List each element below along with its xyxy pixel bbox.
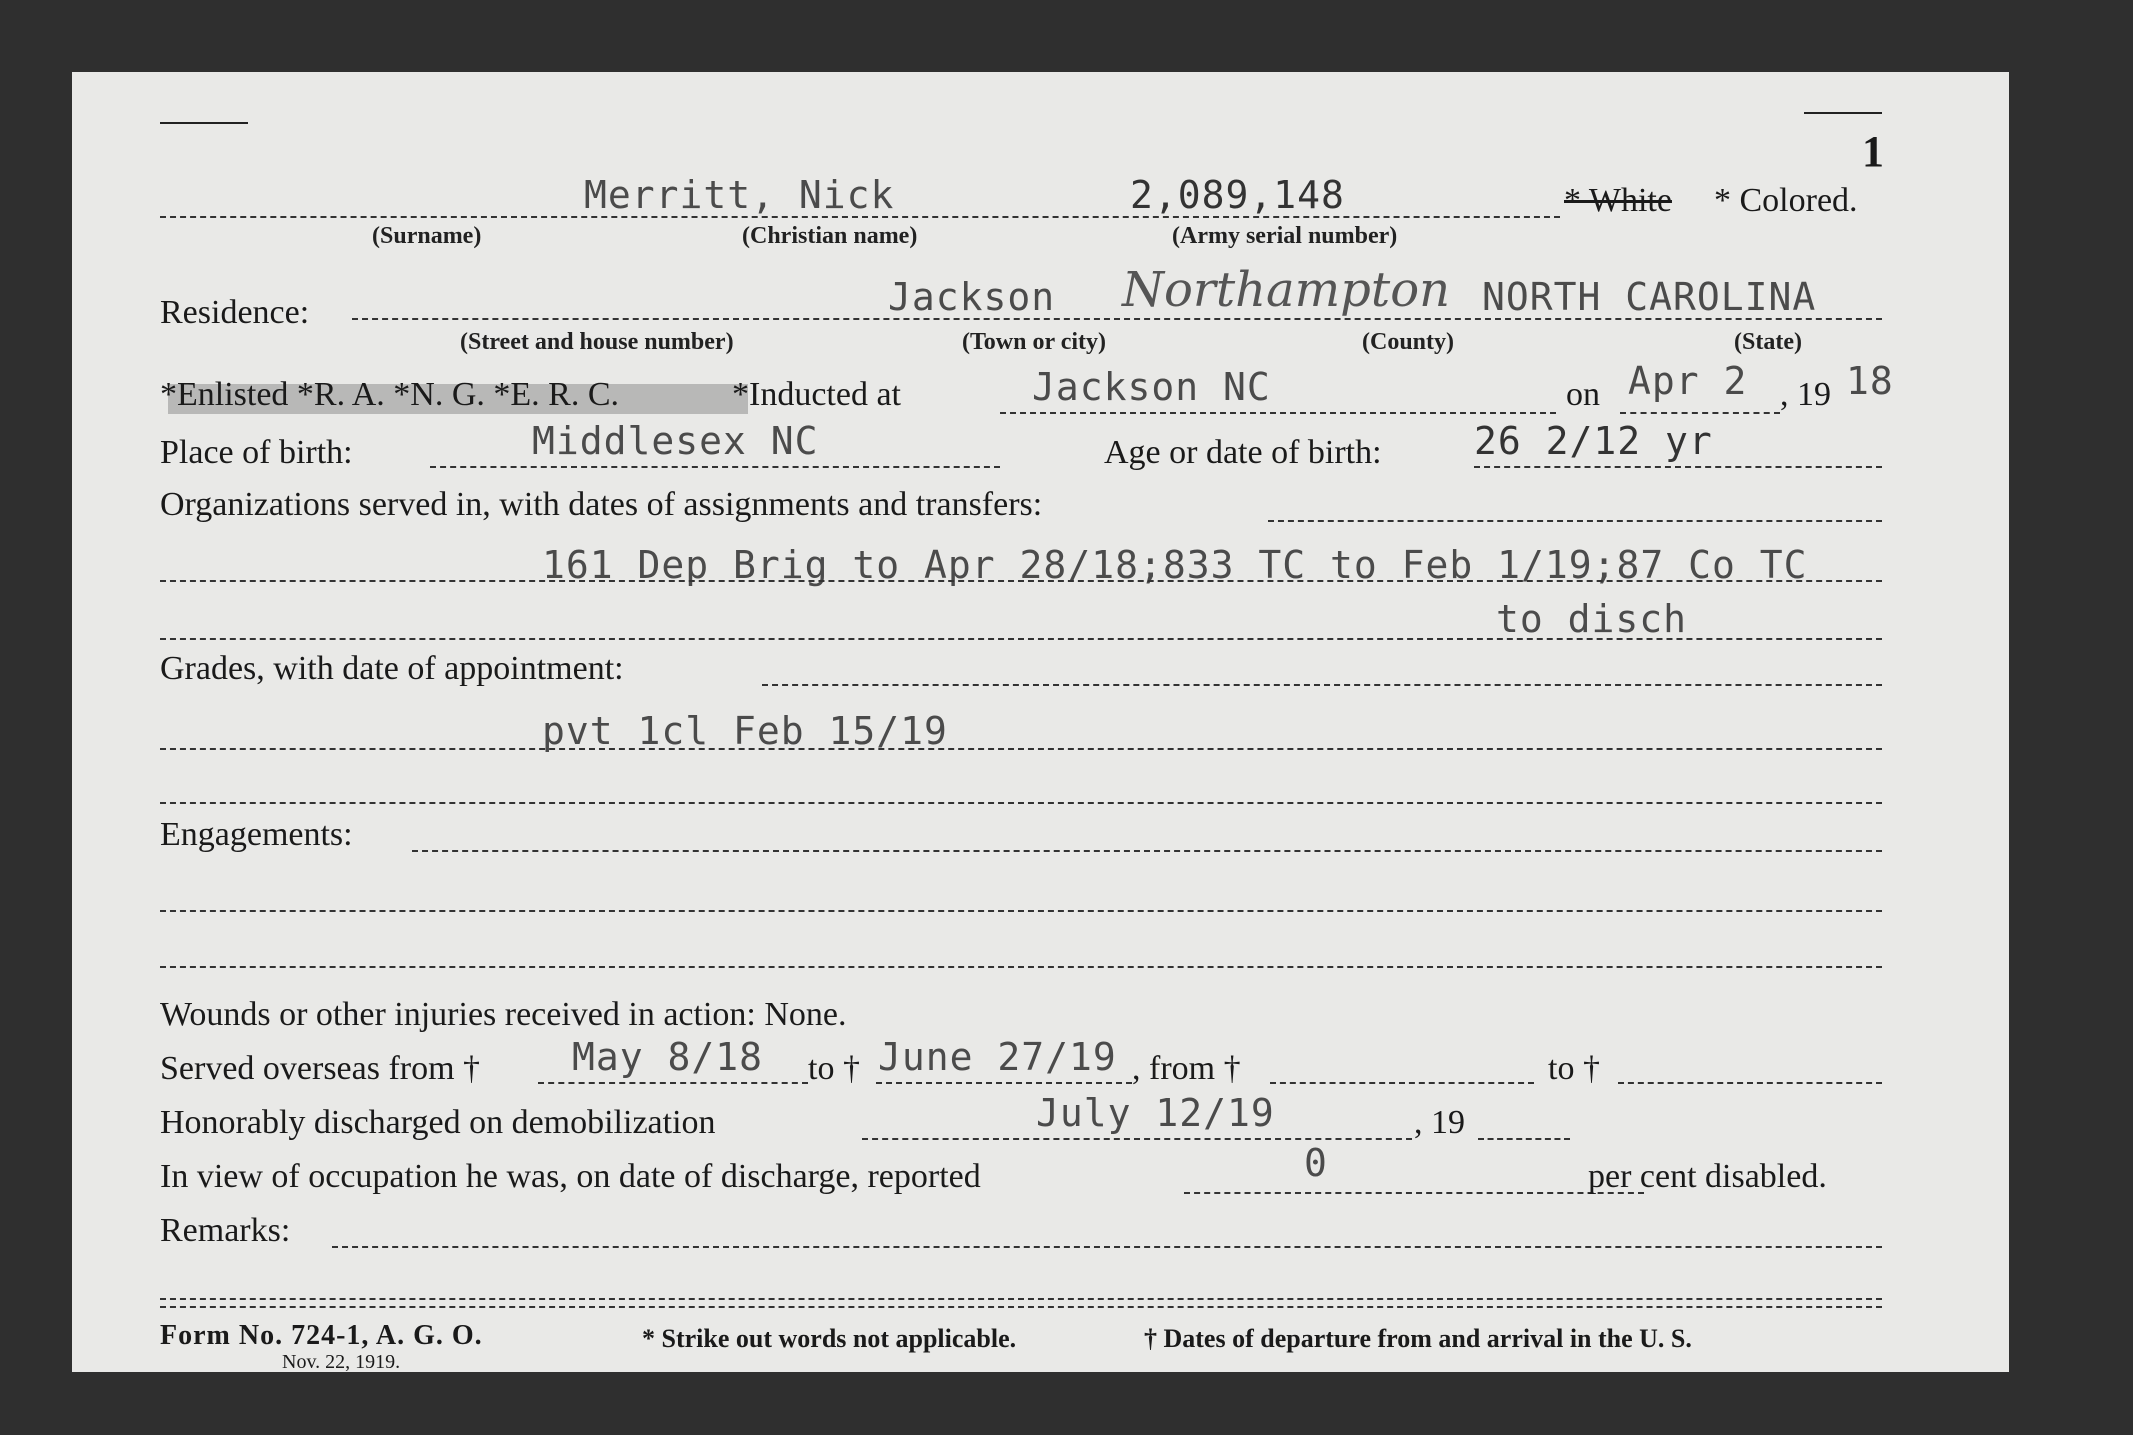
overseas-label: Served overseas from † bbox=[160, 1050, 481, 1087]
residence-state: NORTH CAROLINA bbox=[1482, 275, 1817, 319]
overseas-to2-line bbox=[1618, 1082, 1882, 1084]
enlistment-options: *Enlisted *R. A. *N. G. *E. R. C. bbox=[160, 376, 620, 413]
race-white: * White bbox=[1564, 182, 1672, 219]
overseas-from-line bbox=[538, 1082, 808, 1084]
disability-label: In view of occupation he was, on date of discharge, reported bbox=[160, 1158, 981, 1195]
form-date: Nov. 22, 1919. bbox=[282, 1351, 401, 1373]
label-christian-name: (Christian name) bbox=[742, 223, 918, 249]
overseas-to-label: to † bbox=[808, 1050, 860, 1087]
discharge-label: Honorably discharged on demobilization bbox=[160, 1104, 716, 1141]
induction-date: Apr 2 bbox=[1628, 359, 1748, 403]
form-number: Form No. 724-1, A. G. O. bbox=[160, 1320, 483, 1351]
top-right-rule bbox=[1804, 112, 1882, 114]
remarks-label: Remarks: bbox=[160, 1212, 291, 1249]
organizations-line-1 bbox=[160, 580, 1882, 582]
top-left-rule bbox=[160, 122, 248, 124]
overseas-from2-line bbox=[1270, 1082, 1534, 1084]
inducted-at-label: *Inducted at bbox=[732, 376, 901, 413]
grades-line-2 bbox=[160, 802, 1882, 804]
label-surname: (Surname) bbox=[372, 223, 482, 249]
serial-value: 2,089,148 bbox=[1130, 173, 1345, 217]
overseas-to-line bbox=[876, 1082, 1132, 1084]
label-street: (Street and house number) bbox=[460, 329, 734, 355]
label-county: (County) bbox=[1362, 329, 1455, 355]
place-of-birth-line bbox=[430, 466, 1000, 468]
place-of-birth-label: Place of birth: bbox=[160, 434, 353, 471]
discharge-line bbox=[862, 1138, 1412, 1140]
remarks-line-2 bbox=[160, 1306, 1882, 1308]
remarks-line-0 bbox=[332, 1246, 1882, 1248]
overseas-from2-label: , from † bbox=[1132, 1050, 1241, 1087]
place-of-birth-value: Middlesex NC bbox=[532, 419, 819, 463]
year-value: 18 bbox=[1846, 359, 1894, 403]
engagements-label: Engagements: bbox=[160, 816, 353, 853]
engagements-line-0 bbox=[412, 850, 1882, 852]
grades-value: pvt 1cl Feb 15/19 bbox=[542, 709, 948, 753]
label-town: (Town or city) bbox=[962, 329, 1106, 355]
disability-suffix: per cent disabled. bbox=[1588, 1158, 1827, 1195]
race-colored: * Colored. bbox=[1714, 182, 1858, 219]
inducted-line bbox=[1000, 412, 1556, 414]
grades-line-1 bbox=[160, 748, 1882, 750]
overseas-from-value: May 8/18 bbox=[572, 1035, 764, 1079]
residence-label: Residence: bbox=[160, 294, 310, 331]
card-number: 1 bbox=[1862, 127, 1884, 176]
overseas-to-value: June 27/19 bbox=[878, 1035, 1117, 1079]
overseas-to2-label: to † bbox=[1548, 1050, 1600, 1087]
year-prefix: , 19 bbox=[1780, 376, 1831, 413]
grades-label: Grades, with date of appointment: bbox=[160, 650, 624, 687]
discharge-year-label: , 19 bbox=[1414, 1104, 1465, 1141]
engagements-line-2 bbox=[160, 966, 1882, 968]
organizations-line-0 bbox=[1268, 520, 1882, 522]
on-label: on bbox=[1566, 376, 1600, 413]
organizations-line2-value: to disch bbox=[1496, 597, 1688, 641]
residence-county: Northampton bbox=[1122, 262, 1451, 318]
wounds-text: Wounds or other injuries received in action: None. bbox=[160, 996, 847, 1033]
disability-line bbox=[1184, 1192, 1644, 1194]
label-serial: (Army serial number) bbox=[1172, 223, 1398, 249]
service-record-card bbox=[72, 72, 2009, 1372]
age-label: Age or date of birth: bbox=[1104, 434, 1382, 471]
engagements-line-1 bbox=[160, 910, 1882, 912]
age-value: 26 2/12 yr bbox=[1474, 419, 1713, 463]
footnote-dates: † Dates of departure from and arrival in the U. S. bbox=[1144, 1324, 1692, 1353]
organizations-label: Organizations served in, with dates of assignments and transfers: bbox=[160, 486, 1043, 523]
footnote-strike-out: * Strike out words not applicable. bbox=[642, 1324, 1017, 1353]
inducted-at-value: Jackson NC bbox=[1032, 365, 1271, 409]
age-line bbox=[1474, 466, 1882, 468]
label-state: (State) bbox=[1734, 329, 1802, 355]
grades-line-0 bbox=[762, 684, 1882, 686]
discharge-date: July 12/19 bbox=[1036, 1091, 1275, 1135]
organizations-line-2 bbox=[160, 638, 1882, 640]
disability-value: 0 bbox=[1304, 1141, 1328, 1185]
remarks-line-1 bbox=[160, 1298, 1882, 1300]
surname-value: Merritt, Nick bbox=[584, 173, 895, 217]
date-line bbox=[1620, 412, 1780, 414]
organizations-line1-value: 161 Dep Brig to Apr 28/18;833 TC to Feb 1/19;87 Co TC bbox=[542, 543, 1808, 587]
residence-town: Jackson bbox=[888, 275, 1056, 319]
discharge-year-line bbox=[1478, 1138, 1570, 1140]
